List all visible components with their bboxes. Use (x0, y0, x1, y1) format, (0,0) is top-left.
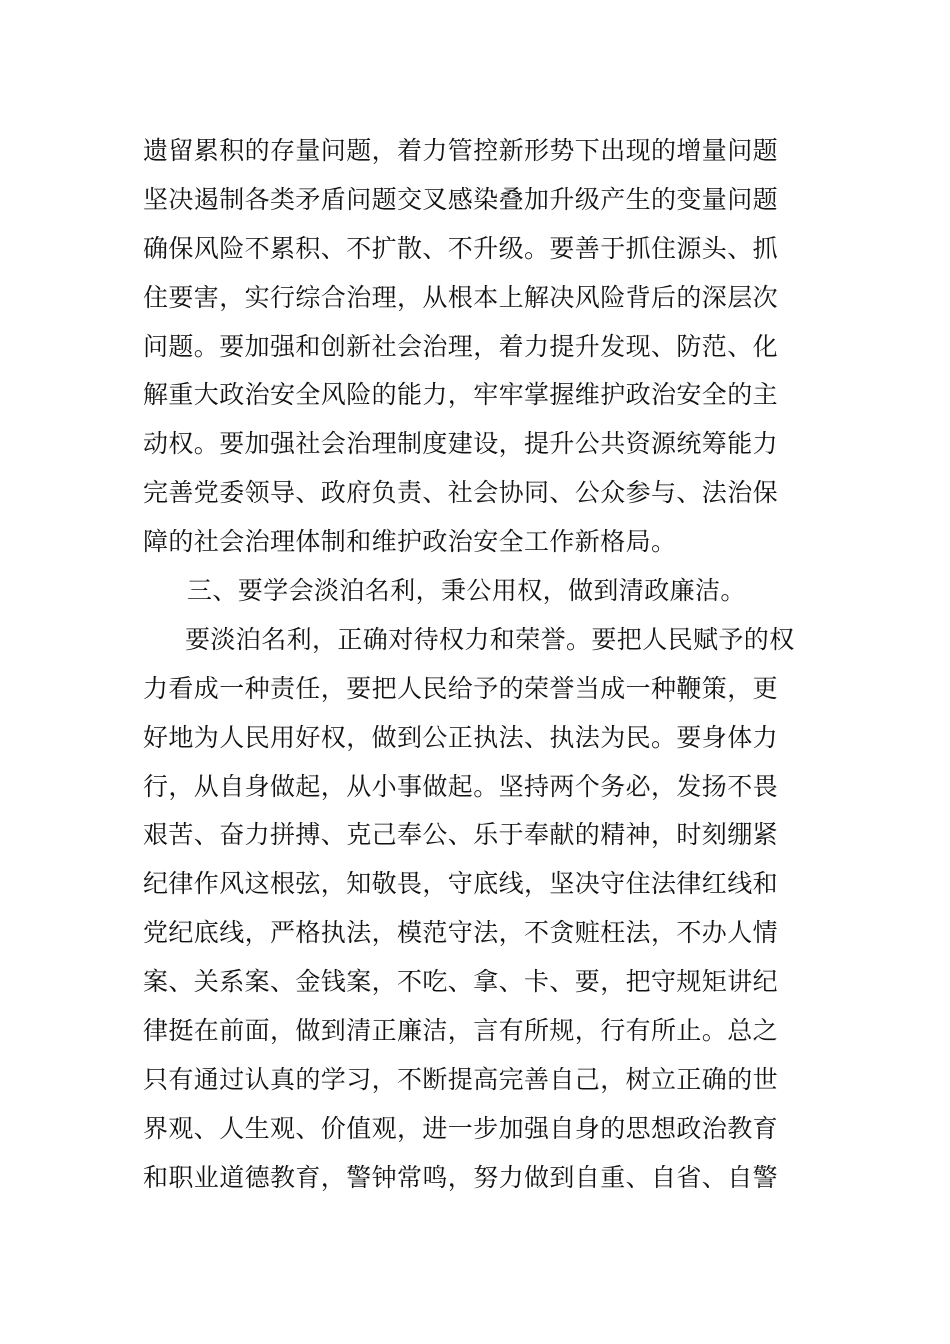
text-line: 纪律作风这根弦，知敬畏，守底线，坚决守住法律红线和 (143, 869, 779, 899)
text-line: 遗留累积的存量问题，着力管控新形势下出现的增量问题 (143, 136, 779, 165)
text-line: 完善党委领导、政府负责、社会协同、公众参与、法治保 (143, 478, 779, 508)
text-line: 障的社会治理体制和维护政治安全工作新格局。 (143, 527, 677, 557)
text-line: 好地为人民用好权，做到公正执法、执法为民。要身体力 (143, 722, 779, 752)
text-line: 力看成一种责任，要把人民给予的荣誉当成一种鞭策，更 (143, 673, 779, 703)
paragraph-start-line: 要淡泊名利，正确对待权力和荣誉。要把人民赋予的权 (185, 624, 795, 654)
text-line: 界观、人生观、价值观，进一步加强自身的思想政治教育 (143, 1113, 779, 1143)
text-line: 坚决遏制各类矛盾问题交叉感染叠加升级产生的变量问题 (143, 184, 779, 214)
body-text (143, 127, 843, 1203)
text-line: 只有通过认真的学习，不断提高完善自己，树立正确的世 (143, 1064, 779, 1094)
text-line: 和职业道德教育，警钟常鸣，努力做到自重、自省、自警 (143, 1162, 779, 1192)
text-line: 行，从自身做起，从小事做起。坚持两个务必，发扬不畏 (143, 771, 779, 801)
text-line: 动权。要加强社会治理制度建设，提升公共资源统筹能力 (143, 429, 779, 459)
text-line: 党纪底线，严格执法，模范守法，不贪赃枉法，不办人情 (143, 918, 779, 948)
text-line: 确保风险不累积、不扩散、不升级。要善于抓住源头、抓 (143, 233, 779, 263)
text-line: 住要害，实行综合治理，从根本上解决风险背后的深层次 (143, 282, 779, 312)
text-line: 律挺在前面，做到清正廉洁，言有所规，行有所止。总之 (143, 1016, 779, 1046)
text-line: 案、关系案、金钱案，不吃、拿、卡、要，把守规矩讲纪 (143, 967, 779, 997)
text-line: 解重大政治安全风险的能力，牢牢掌握维护政治安全的主 (143, 380, 779, 410)
section-heading: 三、要学会淡泊名利，秉公用权，做到清政廉洁。 (187, 576, 746, 606)
text-line: 问题。要加强和创新社会治理，着力提升发现、防范、化 (143, 331, 779, 361)
text-line: 艰苦、奋力拼搏、克己奉公、乐于奉献的精神，时刻绷紧 (143, 820, 779, 850)
